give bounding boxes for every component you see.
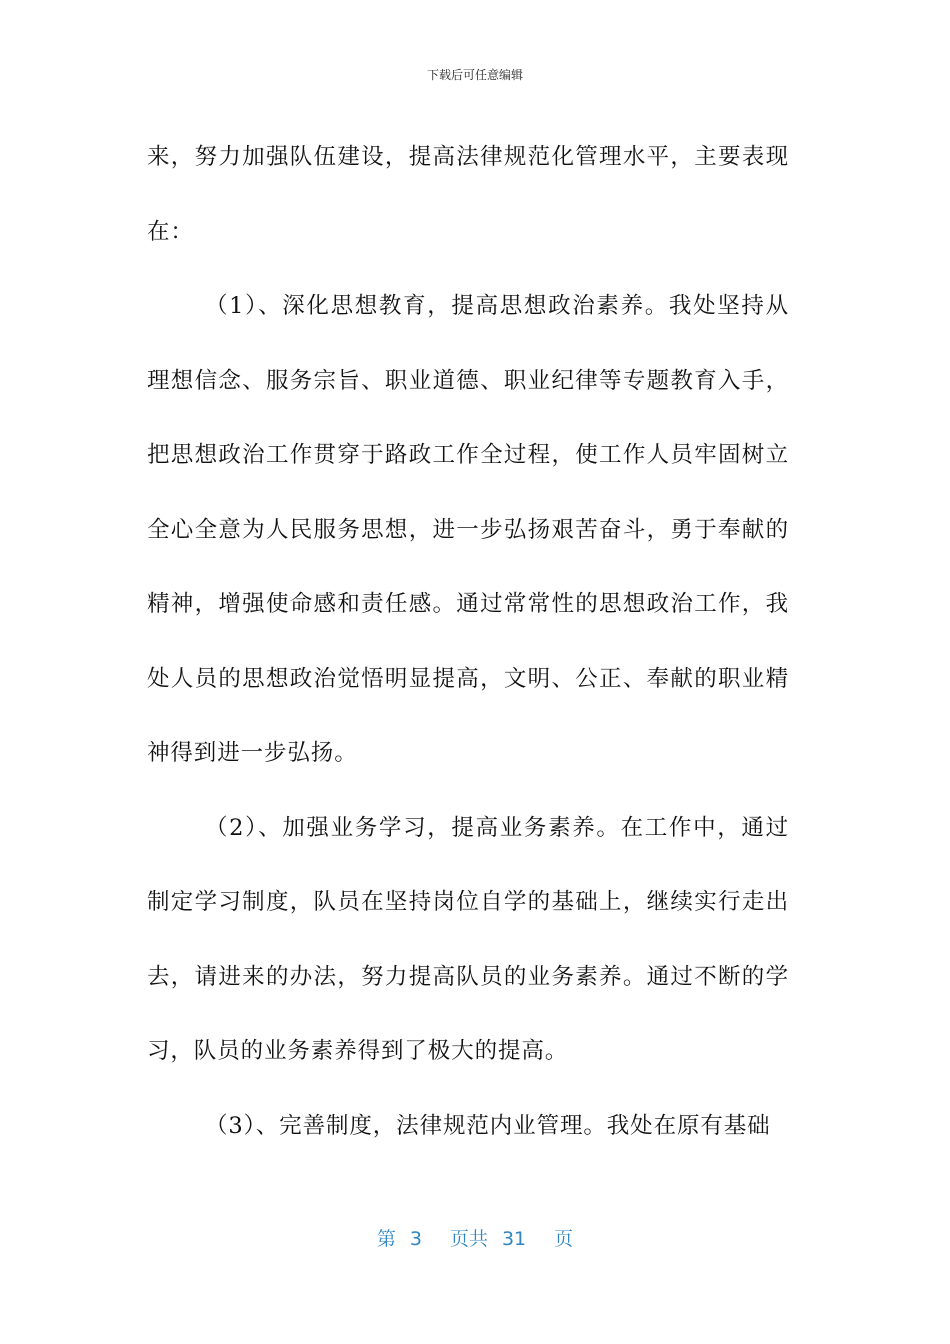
paragraph-item-2: （2）、加强业务学习，提高业务素养。在工作中，通过制定学习制度，队员在坚持岗位自学的基础上，继续实行走出去，请进来的办法，努力提高队员的业务素养。通过不断的学习，队员的业务素养得到了极大的提高。 [147,814,789,1064]
footer-total-pages: 31 [501,1228,527,1250]
page-footer [0,1224,950,1251]
paragraph-item-3: （3）、完善制度，法律规范内业管理。我处在原有基础 [205,1112,771,1139]
document-body [147,120,789,1163]
paragraph-continuation: 来，努力加强队伍建设，提高法律规范化管理水平，主要表现在： [147,144,789,245]
paragraph-item-1: （1）、深化思想教育，提高思想政治素养。我处坚持从理想信念、服务宗旨、职业道德、职业纪律等专题教育入手，把思想政治工作贯穿于路政工作全过程，使工作人员牢固树立全心全意为人民服务思想，进一步弘扬艰苦奋斗，勇于奉献的精神，增强使命感和责任感。通过常常性的思想政治工作，我处人员的思想政治觉悟明显提高，文明、公正、奉献的职业精神得到进一步弘扬。 [147,293,789,766]
footer-middle: 页共 [449,1228,488,1250]
footer-current-page: 3 [409,1228,422,1250]
page-header-note: 下载后可任意编辑 [426,68,523,82]
footer-suffix: 页 [554,1228,574,1250]
footer-prefix: 第 [376,1228,396,1250]
